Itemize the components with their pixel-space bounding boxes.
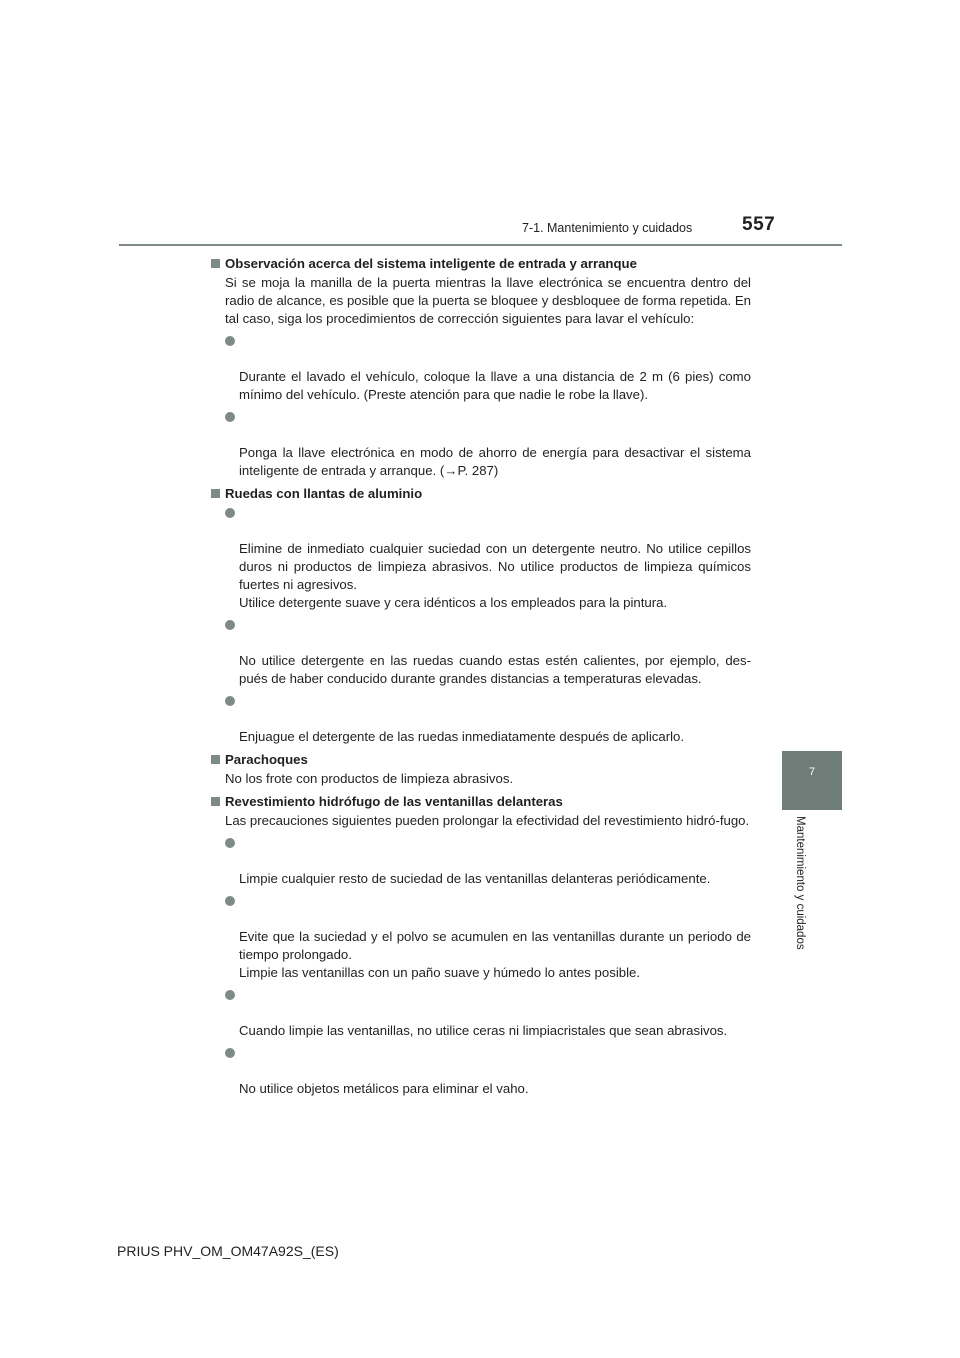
page-number: 557 xyxy=(742,214,776,235)
section-water-repellent xyxy=(211,793,751,1098)
section-paragraph: No los frote con productos de limpieza abrasivos. xyxy=(225,771,514,786)
list-item-text: No utilice detergente en las ruedas cuando estas estén calientes, por ejemplo, des-pués de haber conducido durante grandes distancias a temperaturas elevadas. xyxy=(239,653,751,686)
section-paragraph: Las precauciones siguientes pueden prolongar la efectividad del revestimiento hidró-fugo. xyxy=(225,813,750,828)
chapter-tab xyxy=(782,751,842,810)
bullet-icon xyxy=(225,990,235,1000)
square-icon xyxy=(211,259,220,268)
chapter-tab-number: 7 xyxy=(808,766,816,778)
list-item xyxy=(211,332,751,404)
square-icon xyxy=(211,755,220,764)
section-aluminum-wheels xyxy=(211,485,751,746)
square-icon xyxy=(211,797,220,806)
list-item-text: Evite que la suciedad y el polvo se acumulen en las ventanillas durante un periodo de tiempo prolongado. Limpie las ventanillas con un paño suave y húmedo lo antes posible. xyxy=(239,929,751,980)
bullet-icon xyxy=(225,1048,235,1058)
footer-doc-code: PRIUS PHV_OM_OM47A92S_(ES) xyxy=(117,1243,339,1259)
list-item-text: Cuando limpie las ventanillas, no utilice ceras ni limpiacristales que sean abrasivos. xyxy=(239,1023,728,1038)
bullet-icon xyxy=(225,508,235,518)
bullet-icon xyxy=(225,336,235,346)
list-item xyxy=(211,408,751,480)
list-item xyxy=(211,834,751,888)
section-title-text: Revestimiento hidrófugo de las ventanillas delanteras xyxy=(225,794,563,809)
section-title-text: Parachoques xyxy=(225,752,308,767)
header-divider xyxy=(119,244,842,246)
section-title xyxy=(211,255,751,273)
bullet-icon xyxy=(225,412,235,422)
list-item-text: Ponga la llave electrónica en modo de ahorro de energía para desactivar el sistema inteligente de entrada y arranque. (→P. 287) xyxy=(239,445,751,478)
section-title xyxy=(211,793,751,811)
bullet-icon xyxy=(225,696,235,706)
section-smart-entry xyxy=(211,255,751,480)
section-paragraph: Si se moja la manilla de la puerta mientras la llave electrónica se encuentra dentro del radio de alcance, es posible que la puerta se bloquee y desbloquee de forma repetida. En tal caso, siga los procedimientos de corrección siguientes para lavar el vehículo: xyxy=(225,275,751,326)
square-icon xyxy=(211,489,220,498)
list-item-text: Durante el lavado el vehículo, coloque la llave a una distancia de 2 m (6 pies) como mínimo del vehículo. (Preste atención para que nadie le robe la llave). xyxy=(239,369,751,402)
section-title xyxy=(211,751,751,769)
bullet-icon xyxy=(225,896,235,906)
list-item xyxy=(211,616,751,688)
list-item xyxy=(211,986,751,1040)
section-bumpers xyxy=(211,751,751,788)
list-item-text: Limpie cualquier resto de suciedad de las ventanillas delanteras periódicamente. xyxy=(239,871,711,886)
list-item xyxy=(211,504,751,612)
list-item-text: Enjuague el detergente de las ruedas inmediatamente después de aplicarlo. xyxy=(239,729,685,744)
list-item xyxy=(211,1044,751,1098)
list-item xyxy=(211,692,751,746)
section-title xyxy=(211,485,751,503)
section-title-text: Ruedas con llantas de aluminio xyxy=(225,486,423,501)
bullet-icon xyxy=(225,620,235,630)
main-content xyxy=(211,255,751,1103)
list-item-text: Elimine de inmediato cualquier suciedad con un detergente neutro. No utilice cepillos duros ni productos de limpieza abrasivos. No utilice productos de limpieza químicos fuertes ni agresivos. Utilice detergente suave y cera idénticos a los empleados para la pintura. xyxy=(239,541,751,610)
list-item-text: No utilice objetos metálicos para eliminar el vaho. xyxy=(239,1081,529,1096)
section-title-text: Observación acerca del sistema inteligente de entrada y arranque xyxy=(225,256,637,271)
bullet-icon xyxy=(225,838,235,848)
header-section-title: 7-1. Mantenimiento y cuidados xyxy=(522,221,693,235)
list-item xyxy=(211,892,751,982)
chapter-tab-label: Mantenimiento y cuidados xyxy=(794,816,806,950)
